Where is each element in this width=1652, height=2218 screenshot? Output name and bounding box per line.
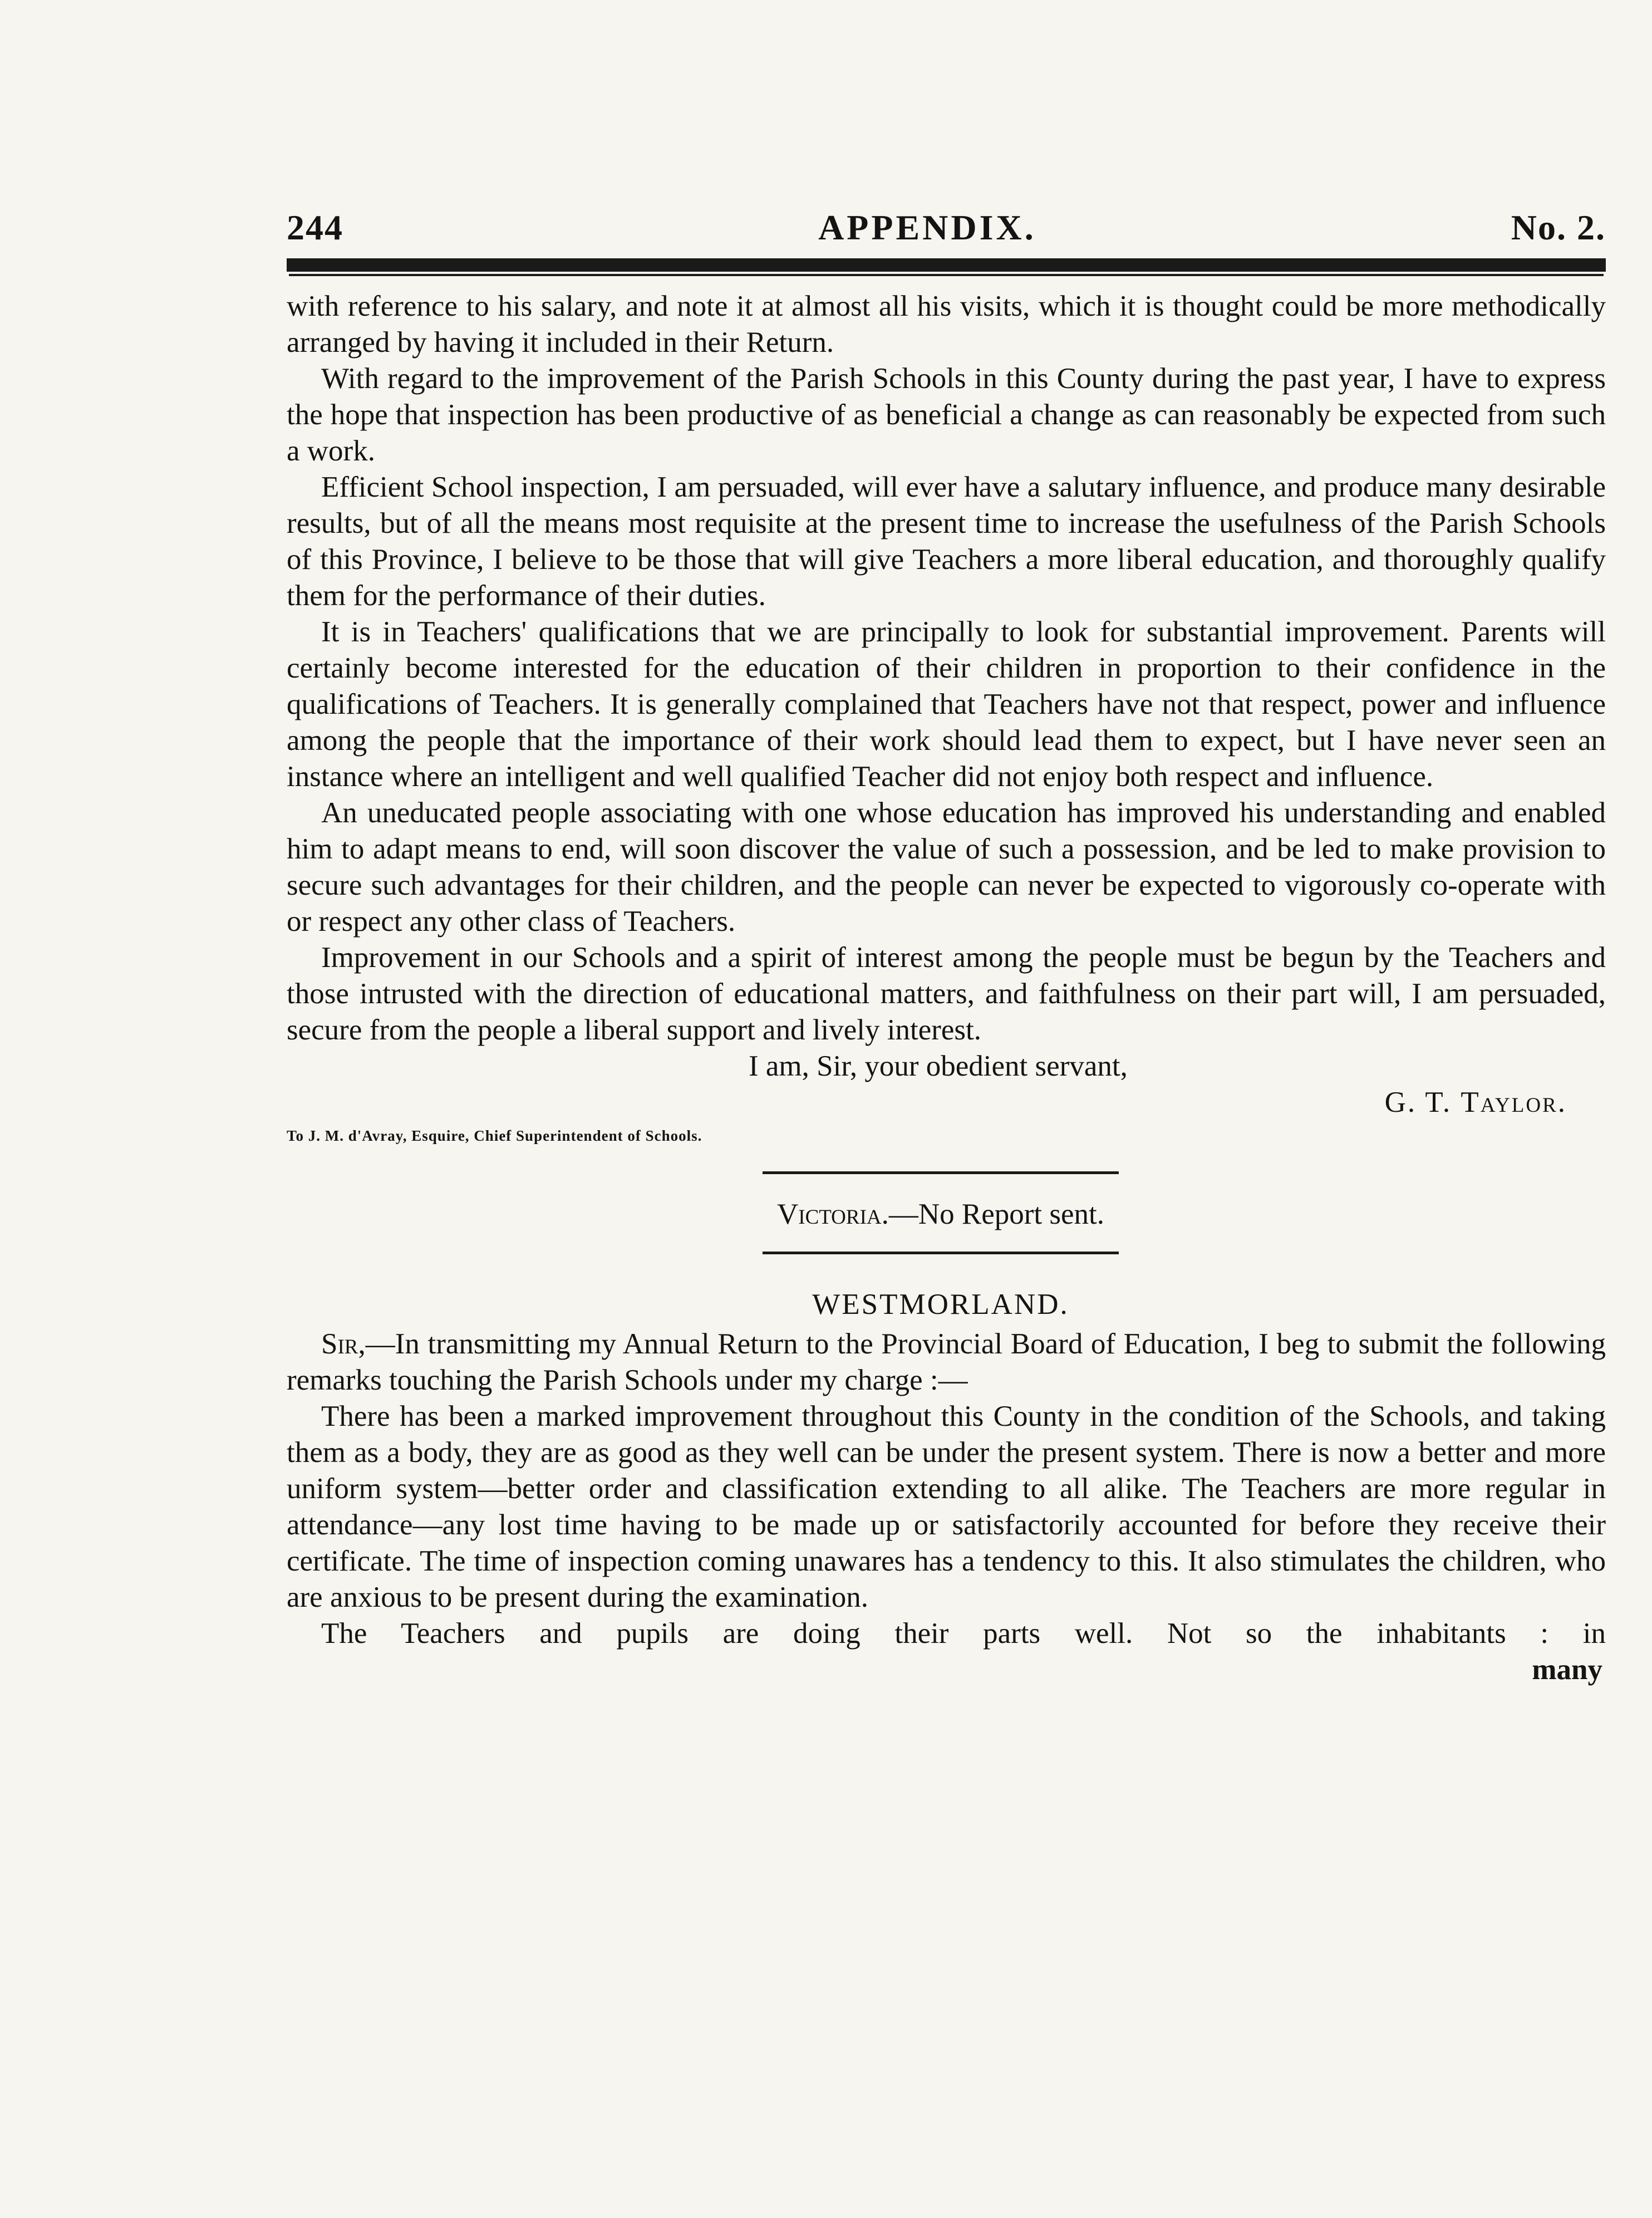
document-page [287, 207, 1606, 1688]
section-heading: WESTMORLAND. [812, 1288, 1069, 1321]
paragraph: It is in Teachers' qualifications that we are principally to look for substantial improvement. Parents will certainly become interested for the education of their children in proportion to their confidence in the qualifications of Teachers. It is generally complained that Teachers have not that respect, power and influence among the people that the importance of their work should lead them to expect, but I have never seen an instance where an intelligent and well qualified Teacher did not enjoy both respect and influence. [287, 616, 1606, 793]
westmorland-report [287, 1326, 1606, 1652]
running-header [287, 207, 1606, 248]
header-double-rule [287, 258, 1606, 272]
closing-line: I am, Sir, your obedient servant, [749, 1050, 1128, 1082]
taylor-report [287, 288, 1606, 1048]
signature-surname: Taylor. [1461, 1086, 1567, 1118]
paragraph-text: —In transmitting my Annual Return to the Provincial Board of Education, I beg to submit the following remarks touching the Parish Schools under my charge :— [287, 1328, 1606, 1396]
paragraph: The Teachers and pupils are doing their parts well. Not so the inhabitants : in [321, 1617, 1606, 1650]
signature [287, 1085, 1606, 1121]
signature-initials: G. T. [1384, 1086, 1452, 1118]
victoria-note: —No Report sent. [888, 1198, 1105, 1230]
paragraph [287, 1326, 1606, 1398]
page-number: 244 [287, 208, 343, 247]
section-number: No. 2. [1511, 208, 1606, 247]
county-name: Victoria. [776, 1198, 889, 1230]
paragraph: There has been a marked improvement throughout this County in the condition of the Schools, and taking them as a body, they are as good as they well can be under the present system. There is now a better and more uniform system—better order and classification extending to all alike. The Teachers are more regular in attendance—any lost time having to be made up or satisfactorily accounted for before they receive their certificate. The time of inspection coming unawares has a tendency to this. It also stimulates the children, who are anxious to be present during the examination. [287, 1400, 1606, 1613]
section-divider [763, 1171, 1119, 1174]
catchword: many [1532, 1653, 1602, 1686]
page-title: APPENDIX. [818, 208, 1036, 247]
paragraph: Efficient School inspection, I am persuaded, will ever have a salutary influence, and produce many desirable results, but of all the means most requisite at the present time to increase the usefulness of the Parish Schools of this Province, I believe to be those that will give Teachers a more liberal education, and thoroughly qualify them for the performance of their duties. [287, 471, 1606, 612]
section-divider [763, 1252, 1119, 1254]
addressee-line: To J. M. d'Avray, Esquire, Chief Superintendent of Schools. [287, 1127, 702, 1144]
salutation: Sir, [321, 1328, 366, 1360]
paragraph: With regard to the improvement of the Parish Schools in this County during the past year, I have to express the hope that inspection has been productive of as beneficial a change as can reasonably be expected from such a work. [287, 362, 1606, 467]
paragraph: Improvement in our Schools and a spirit of interest among the people must be begun by the Teachers and those intrusted with the direction of educational matters, and faithfulness on their part will, I am persuaded, secure from the people a liberal support and lively interest. [287, 941, 1606, 1046]
victoria-entry [281, 1196, 1600, 1233]
paragraph: An uneducated people associating with one whose education has improved his understanding and enabled him to adapt means to end, will soon discover the value of such a possession, and be led to make provision to secure such advantages for their children, and the people can never be expected to vigorously co-operate with or respect any other class of Teachers. [287, 797, 1606, 938]
paragraph: with reference to his salary, and note it at almost all his visits, which it is thought could be more methodically arranged by having it included in their Return. [287, 290, 1606, 359]
